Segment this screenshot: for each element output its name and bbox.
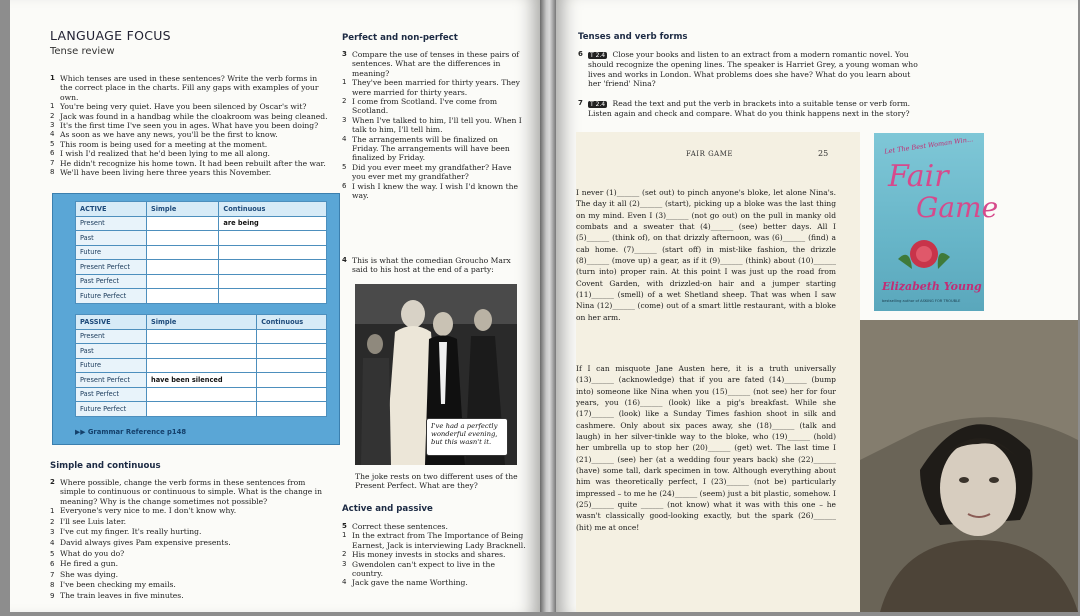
item-text: Everyone's very nice to me. I don't know why. [60, 506, 237, 516]
list-item [342, 116, 522, 135]
tense-label: Present [76, 216, 147, 231]
item-number: 6 [50, 149, 55, 158]
section-heading-tenses: Tenses and verb forms [578, 32, 688, 42]
cover-tagline: Let The Best Woman Win... [883, 135, 974, 156]
list-item [50, 591, 330, 602]
item-text: David always gives Pam expensive presents. [60, 538, 231, 547]
answer-cell[interactable] [257, 373, 327, 388]
item-text: As soon as we have any news, you'll be the first to know. [60, 130, 278, 140]
item-number: 3 [342, 559, 347, 568]
book-cover [874, 133, 999, 311]
exercise-5-list [342, 531, 527, 587]
item-text: He fired a gun. [60, 559, 118, 569]
list-item [342, 578, 527, 587]
list-item [342, 163, 522, 182]
item-number: 1 [342, 531, 347, 540]
cover-subline: bestselling author of ASKING FOR TROUBLE [882, 299, 961, 303]
list-item [50, 549, 330, 560]
tense-label: Future [76, 245, 147, 260]
exercise-1: 1 Which tenses are used in these sentences? Write the verb forms in the correct place in the charts. Fill any gaps with examples of your own. 1 You're being very quiet. Have you been silenced by Oscar's wit? 2 Jack was found in a handbag while the cloakroom was being cleaned. 3 It's the first time I've seen you in ages. What have you been doing? 4 As soon as we have any news, you'll be the first to know. 5 This room is being used for a meeting at the moment. 6 I wish I'd realized that he'd been lying to me all along. 7 He didn't recognize his home town. It had been rebuilt after the war. 8 We'll have been living here three years this November. [50, 74, 330, 177]
exercise-3: 3 Compare the use of tenses in these pairs of sentences. What are the differences in meaning? 1 They've been married for thirty years. They were married for thirty years. 2 I come from Scotland. I've come from Scotland. 3 When I've talked to him, I'll tell you. When I talk to him, I'll tell him. 4 The arrangements will be finalized on Friday. The arrangements will have been finalized by Friday. 5 Did you ever meet my grandfather? Have you ever met my grandfather? 6 I wish I knew the way. I wish I'd known the way. [342, 50, 522, 201]
item-text: I've cut my finger. It's really hurting. [60, 527, 202, 537]
item-text: We'll have been living here three years this November. [60, 168, 272, 178]
item-number: 9 [50, 591, 55, 600]
item-number: 4 [342, 578, 347, 587]
answer-cell[interactable] [147, 387, 257, 402]
woman-portrait [860, 320, 1078, 612]
list-item [50, 121, 330, 130]
table-row [76, 260, 327, 275]
item-text: I come from Scotland. I've come from Scotland. [352, 97, 498, 116]
page-heading: LANGUAGE FOCUS [50, 28, 171, 43]
item-text: It's the first time I've seen you in ages. What have you been doing? [60, 121, 319, 131]
active-table [75, 201, 327, 304]
list-item [50, 580, 330, 591]
exercise-2-list [50, 506, 330, 601]
list-item [50, 570, 330, 581]
table-row [76, 329, 327, 344]
answer-cell[interactable] [147, 329, 257, 344]
list-item [342, 560, 527, 579]
item-text: You're being very quiet. Have you been silenced by Oscar's wit? [60, 102, 307, 112]
item-number: 3 [50, 121, 55, 130]
answer-cell[interactable] [257, 387, 327, 402]
list-item [342, 531, 527, 550]
item-text: Did you ever meet my grandfather? Have you ever met my grandfather? [352, 162, 512, 182]
speech-bubble: I've had a perfectly wonderful evening, but this wasn't it. [426, 418, 508, 456]
item-text: Jack was found in a handbag while the cloakroom was being cleaned. [60, 111, 328, 121]
tense-label: Past Perfect [76, 387, 147, 402]
list-item [50, 112, 330, 121]
exercise-6: 6 T 2.4 Close your books and listen to an extract from a modern romantic novel. You should recognize the opening lines. The speaker is Harriet Grey, a young woman who lives and works in London. What problems does she have? What do you learn about her 'friend' Nina? [578, 50, 918, 89]
item-text: What do you do? [60, 548, 125, 558]
tense-label: Past Perfect [76, 274, 147, 289]
item-text: I wish I knew the way. I wish I'd known the way. [352, 181, 519, 201]
list-item [342, 135, 522, 163]
table-row [76, 358, 327, 373]
list-item [50, 159, 330, 168]
table-row [76, 274, 327, 289]
list-item [50, 149, 330, 158]
list-item [342, 550, 527, 559]
novel-page-number: 25 [818, 149, 829, 158]
tense-label: Future [76, 358, 147, 373]
section-heading-perfect: Perfect and non-perfect [342, 33, 458, 43]
list-item [342, 78, 522, 97]
item-number: 7 [50, 158, 55, 167]
answer-cell[interactable] [219, 245, 327, 260]
item-number: 8 [50, 168, 55, 177]
item-number: 5 [342, 162, 347, 171]
answer-cell[interactable] [147, 289, 219, 304]
tense-label: Future Perfect [76, 289, 147, 304]
answer-cell[interactable] [147, 358, 257, 373]
cover-title-2: Game [916, 191, 999, 224]
table-row [76, 344, 327, 359]
tense-label: Present Perfect [76, 260, 147, 275]
passive-table [75, 314, 327, 417]
item-text: He didn't recognize his home town. It had been rebuilt after the war. [60, 158, 326, 168]
answer-cell[interactable] [147, 274, 219, 289]
list-item [50, 140, 330, 149]
tense-label: Past [76, 231, 147, 246]
item-text: This room is being used for a meeting at the moment. [60, 139, 268, 149]
answer-cell[interactable] [147, 344, 257, 359]
table-header: ACTIVE [76, 202, 147, 217]
list-item [50, 130, 330, 139]
answer-cell[interactable] [219, 231, 327, 246]
item-text: I've been checking my emails. [60, 580, 176, 590]
item-number: 2 [342, 97, 347, 106]
joke-question: The joke rests on two different uses of the Present Perfect. What are they? [355, 472, 518, 491]
section-heading-active-passive: Active and passive [342, 504, 433, 514]
item-number: 3 [342, 115, 347, 124]
exercise-1-list [50, 102, 330, 177]
answer-cell[interactable]: are being [219, 216, 327, 231]
item-text: Jack gave the name Worthing. [352, 578, 468, 588]
list-item [50, 538, 330, 549]
answer-cell[interactable] [257, 329, 327, 344]
answer-cell[interactable] [257, 402, 327, 417]
item-number: 1 [50, 507, 55, 516]
table-row [76, 245, 327, 260]
answer-cell[interactable] [147, 231, 219, 246]
rose-icon [894, 229, 954, 279]
audio-track-badge[interactable]: T 2.4 [590, 52, 606, 59]
list-item [342, 182, 522, 201]
novel-paragraph-2: If I can misquote Jane Austen here, it is a truth universally (13)______ (acknowledge) that if you are fated (14)______ (bump into) someone like Nina when you (15)______ (not see) her for four years, you (16)______ (look) like a pig's breakfast. While she (17)______ (look) like a Sunday Times fashion shoot in silk and cashmere. Only about six paces away, she (18)______ (talk and laugh) in her silver-tinkle way to the bloke, who (19)______ (hold) her umbrella up to stop her (20)______ (get) wet. The last time I (21)______ (see) her (at a wedding four years back) she (22)______ (have) some tall, dark specimen in tow. Although everything about him was theoretically perfect, I (23)______ (not be) particularly impressed – to me he (24)______ (seem) just a bit plastic, somehow. I (25)______ quite ______ (not know) what it was with this one – he wasn't classically good-looking exactly, but the spark (26)______ (hit) me at once! [576, 364, 836, 532]
item-text: The arrangements will be finalized on Friday. The arrangements will have been finalized by Friday. [352, 134, 510, 163]
item-number: 3 [50, 528, 55, 537]
item-text: They've been married for thirty years. They were married for thirty years. [352, 78, 520, 97]
list-item [50, 102, 330, 111]
tense-label: Present [76, 329, 147, 344]
item-number: 2 [50, 111, 55, 120]
item-number: 2 [50, 517, 55, 526]
item-number: 1 [50, 102, 55, 111]
cover-author: Elizabeth Young [882, 280, 982, 293]
item-number: 4 [342, 134, 347, 143]
list-item [50, 559, 330, 570]
answer-cell[interactable]: have been silenced [147, 373, 257, 388]
answer-cell[interactable] [257, 344, 327, 359]
item-text: The train leaves in five minutes. [60, 590, 184, 600]
item-number: 8 [50, 581, 55, 590]
item-text: In the extract from The Importance of Being Earnest, Jack is interviewing Lady Bracknell. [352, 531, 526, 550]
right-page [556, 0, 1078, 612]
list-item [50, 517, 330, 528]
item-number: 6 [342, 181, 347, 190]
table-row [76, 216, 327, 231]
arrow-icon: ▶▶ [75, 428, 86, 436]
page-subheading: Tense review [50, 46, 115, 57]
item-text: Gwendolen can't expect to live in the country. [352, 559, 495, 579]
item-number: 4 [50, 539, 55, 547]
left-page [10, 0, 540, 612]
exercise-7: 7 T 2.4 Read the text and put the verb in brackets into a suitable tense or verb form. Listen again and check and compare. What do you think happens next in the story? [578, 99, 911, 119]
item-number: 6 [50, 560, 55, 569]
answer-cell[interactable] [147, 245, 219, 260]
exercise-2: 2 Where possible, change the verb forms in these sentences from simple to continuous or continuous to simple. What is the change in meaning? Why is the change sometimes not possible? 1 Everyone's very nice to me. I don't know why. 2 I'll see Luis later. 3 I've cut my finger. It's really hurting. 4 David always gives Pam expensive presents. 5 What do you do? 6 He fired a gun. 7 She was dying. 8 I've been checking my emails. 9 The train leaves in five minutes. [50, 478, 330, 602]
table-row [76, 402, 327, 417]
answer-cell[interactable] [147, 402, 257, 417]
exercise-3-list [342, 78, 522, 200]
table-header: Simple [147, 202, 219, 217]
item-number: 4 [50, 130, 55, 139]
item-number: 2 [342, 550, 347, 559]
table-header: Simple [147, 315, 257, 330]
table-header: Continuous [219, 202, 327, 217]
harriet-photo [860, 320, 1078, 612]
item-text: I'll see Luis later. [60, 516, 127, 526]
table-row [76, 231, 327, 246]
item-number: 5 [50, 139, 55, 148]
table-row [76, 289, 327, 304]
audio-track-badge[interactable]: T 2.4 [590, 101, 606, 108]
item-text: When I've talked to him, I'll tell you. When I talk to him, I'll tell him. [352, 115, 522, 135]
table-header: PASSIVE [76, 315, 147, 330]
novel-paragraph-1: I never (1)______ (set out) to pinch anyone's bloke, let alone Nina's. The day it all (2)______ (start), picking up a bloke was the last thing on my mind. Even I (3)______ (not go out) on the pull in manky old combats and a sweater that (4)______ (see) better days. All I (5)______ (think of), on that drizzly afternoon, was (6)______ (find) a cab home. (7)______ (start off) in mist-like fashion, the drizzle (8)______ (move up) a gear, as if it (9)______ (think) about (10)______ (turn into) proper rain. At this point I was just up the road from Covent Garden, with drizzled-on hair and a jumper starting (11)______ (smell) of a wet Shetland sheep. That was when I saw Nina (12)______ (come) out of a smart little restaurant, with a bloke on her arm. [576, 188, 836, 322]
item-number: 5 [50, 549, 55, 558]
item-number: 1 [342, 78, 347, 87]
item-text: I wish I'd realized that he'd been lying to me all along. [60, 149, 270, 159]
list-item [50, 168, 330, 177]
tense-label: Present Perfect [76, 373, 147, 388]
list-item [342, 97, 522, 116]
item-text: His money invests in stocks and shares. [352, 550, 506, 560]
answer-cell[interactable] [257, 358, 327, 373]
cover-title-1: Fair [888, 159, 949, 194]
answer-cell[interactable] [219, 289, 327, 304]
section-heading-simple-continuous: Simple and continuous [50, 461, 161, 471]
answer-cell[interactable] [219, 274, 327, 289]
running-head: FAIR GAME [686, 150, 733, 158]
tense-label: Future Perfect [76, 402, 147, 417]
grammar-reference-link[interactable]: ▶▶ Grammar Reference p148 [75, 428, 187, 436]
item-number: 7 [50, 570, 55, 579]
book-gutter [540, 0, 556, 612]
item-text: She was dying. [60, 569, 119, 579]
list-item [50, 527, 330, 538]
answer-cell[interactable] [147, 260, 219, 275]
tense-label: Past [76, 344, 147, 359]
tense-chart [52, 193, 340, 445]
table-header: Continuous [257, 315, 327, 330]
list-item [50, 506, 330, 517]
table-row [76, 387, 327, 402]
exercise-5: 5 Correct these sentences. 1 In the extract from The Importance of Being Earnest, Jack is interviewing Lady Bracknell. 2 His money invests in stocks and shares. 3 Gwendolen can't expect to live in the country. 4 Jack gave the name Worthing. [342, 522, 526, 588]
answer-cell[interactable] [219, 260, 327, 275]
exercise-4: 4 This is what the comedian Groucho Marx said to his host at the end of a party: [342, 256, 511, 275]
answer-cell[interactable] [147, 216, 219, 231]
table-row [76, 373, 327, 388]
